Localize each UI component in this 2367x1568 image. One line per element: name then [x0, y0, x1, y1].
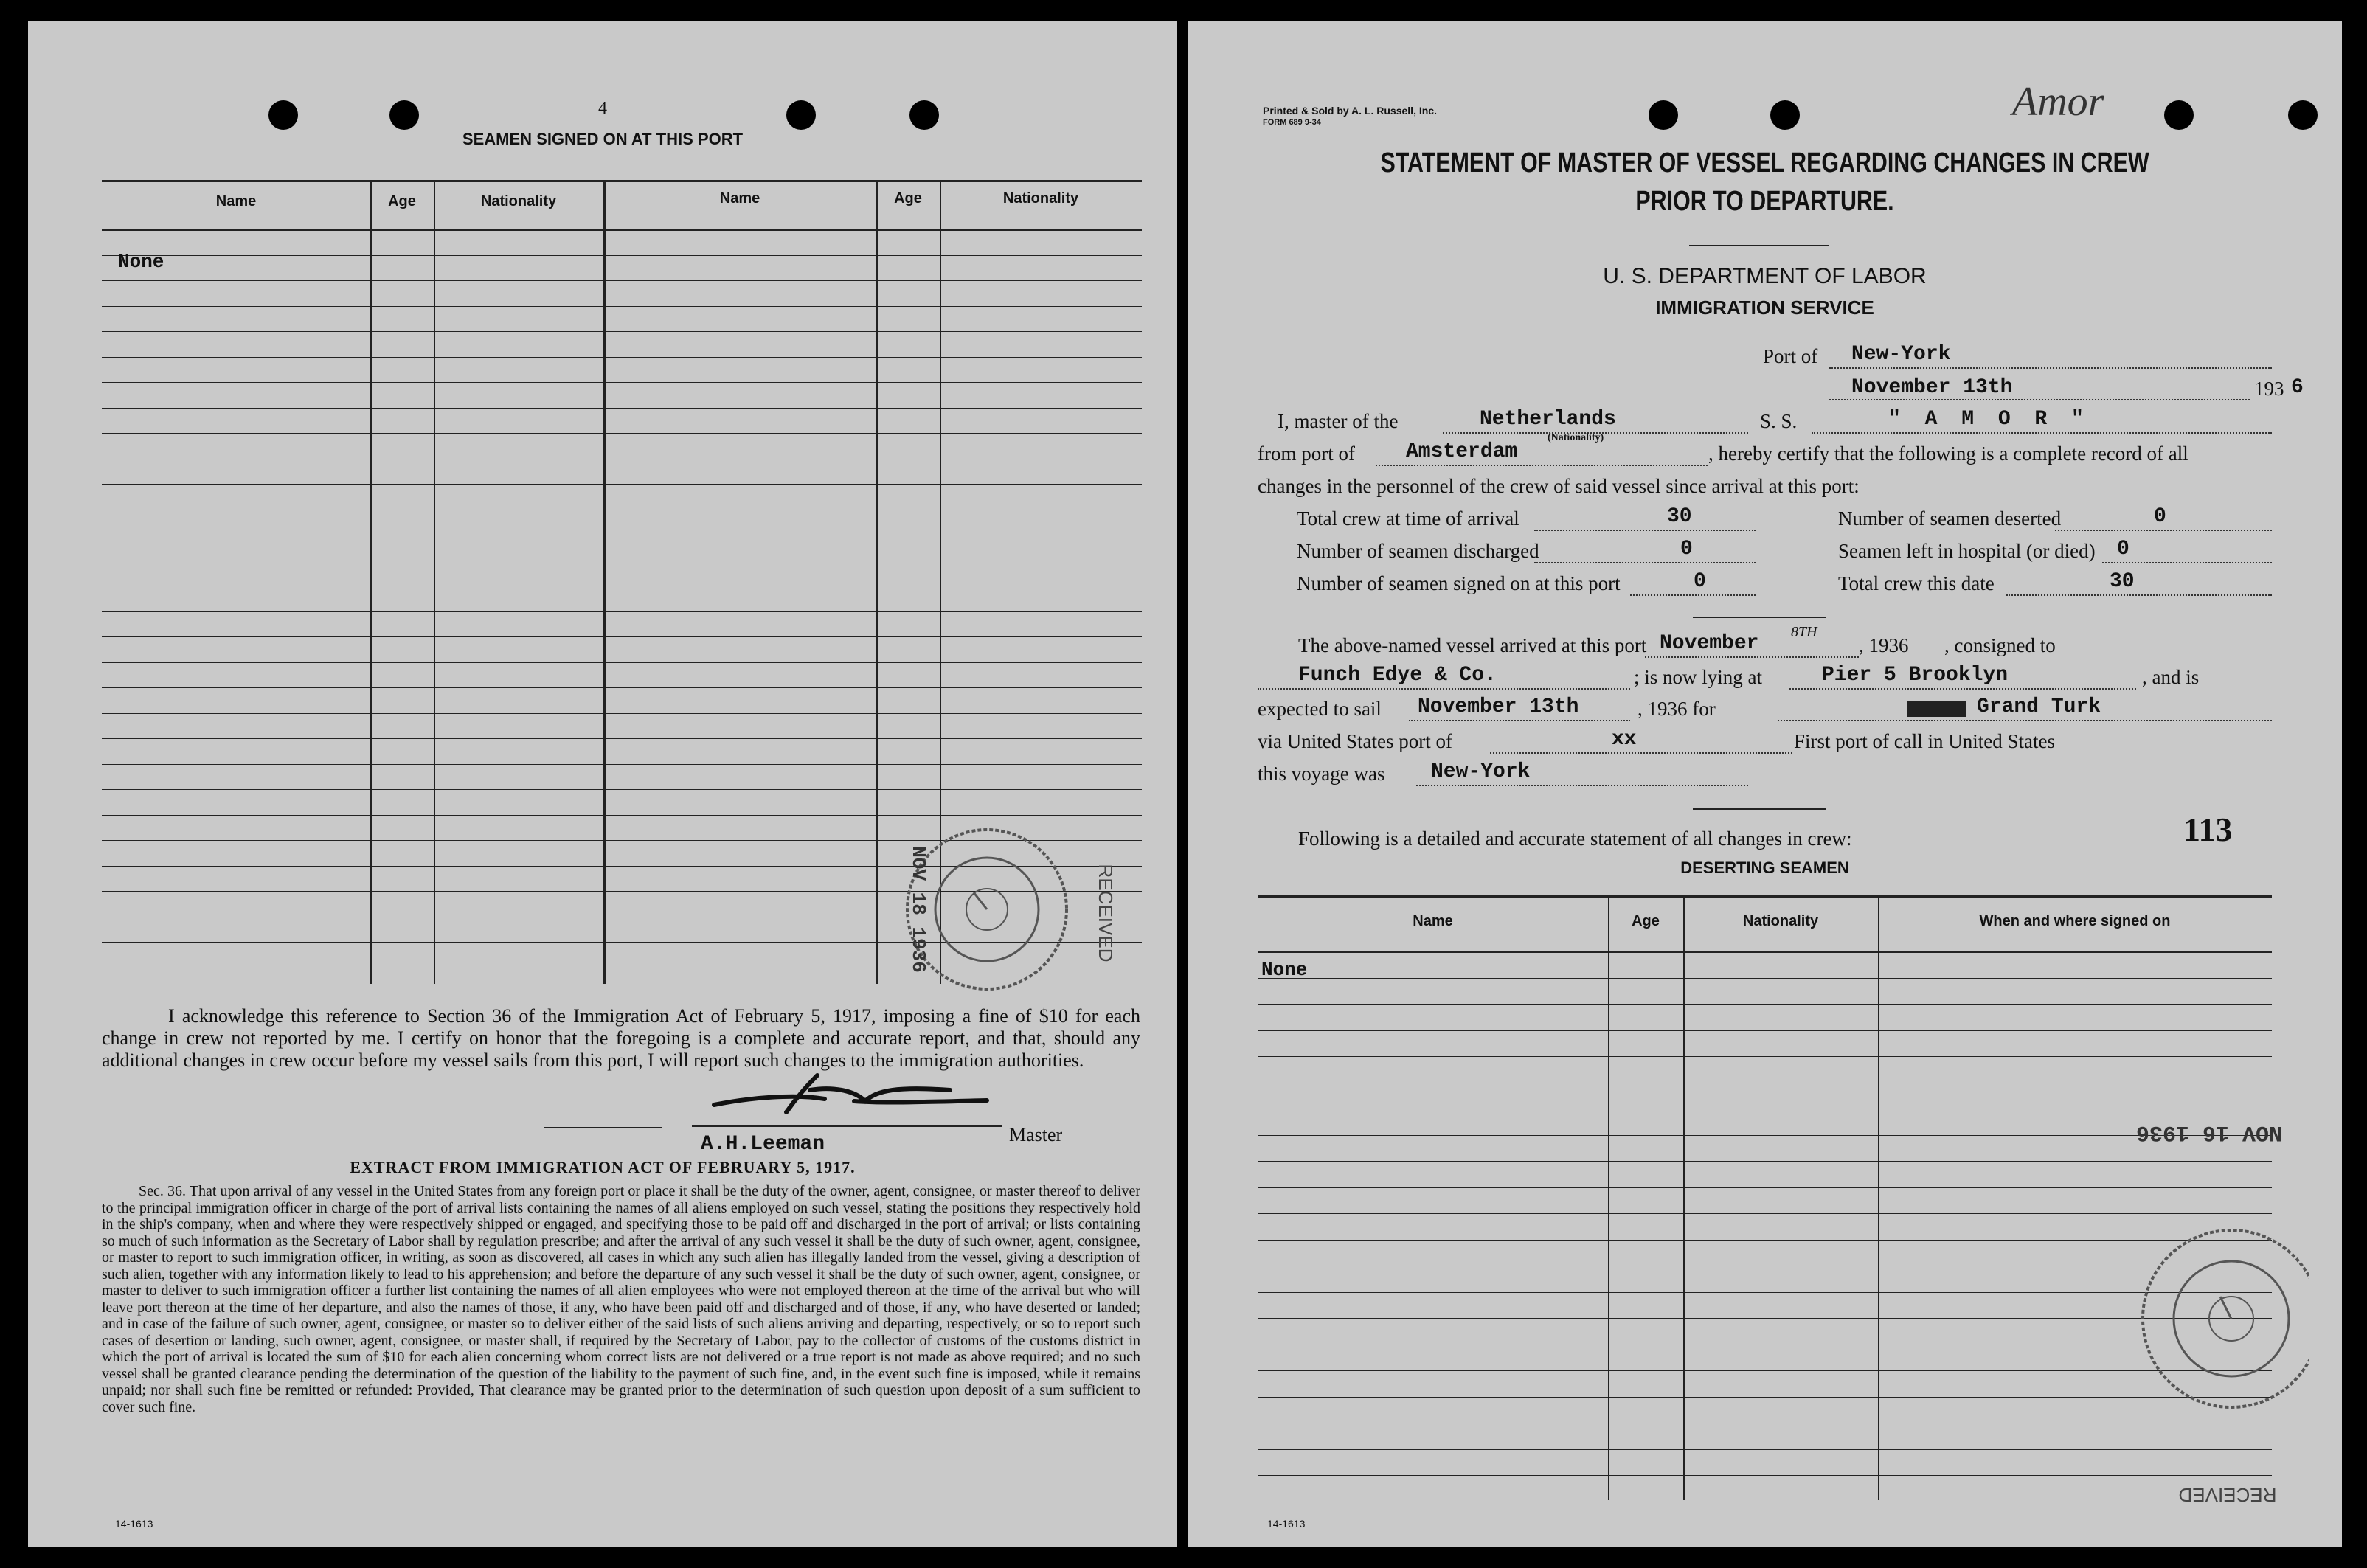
stamp-date: NOV 16 1936 [2135, 1120, 2283, 1145]
table-rule [102, 687, 1142, 688]
extract-title: EXTRACT FROM IMMIGRATION ACT OF FEBRUARY 5, 1917. [350, 1158, 856, 1176]
consigned-label: , consigned to [1944, 634, 2056, 656]
punch-hole [1649, 100, 1678, 130]
port-value: New-York [1851, 343, 1951, 366]
col-name: Name [215, 193, 257, 209]
arrived-day: 8TH [1791, 624, 1817, 640]
changes-text: changes in the personnel of the crew of said vessel since arrival at this port: [1258, 475, 1860, 497]
master-of-label: I, master of the [1278, 410, 1399, 432]
table-rule [102, 255, 1142, 256]
table-rule [1258, 1030, 2272, 1031]
table-rule [102, 357, 1142, 358]
total-arrival-label: Total crew at time of arrival [1297, 507, 1519, 530]
hospital-value: 0 [2117, 538, 2129, 561]
hospital-label: Seamen left in hospital (or died) [1838, 540, 2096, 562]
expected-year: , 1936 for [1638, 698, 1716, 720]
col-nationality: Nationality [1742, 913, 1819, 929]
right-page [1188, 21, 2342, 1547]
service: IMMIGRATION SERVICE [1655, 296, 1874, 319]
left-page [28, 21, 1177, 1547]
table-rule [102, 764, 1142, 765]
col-name-2: Name [719, 190, 760, 207]
arrived-value: November [1660, 632, 1759, 655]
port-label: Port of [1763, 345, 1818, 367]
total-arrival-value: 30 [1667, 505, 1692, 528]
this-voyage-label: this voyage was [1258, 763, 1385, 785]
arrived-year: , 1936 [1859, 634, 1909, 656]
punch-hole [2288, 100, 2318, 130]
table-rule [102, 713, 1142, 714]
received-stamp [884, 810, 1149, 1009]
master-signature [707, 1068, 1016, 1120]
destination-value: Grand Turk [1977, 695, 2101, 718]
acknowledgement-text: I acknowledge this reference to Section 36 of the Immigration Act of February 5, 1917, imposing a fine of $10 for each change in crew not reported by me. I certify on honor that the foregoing is a complete and accurate report, and that, should any additional changes in crew occur before my vessel sails from this port, I will report such changes to the immigration authorities. [102, 1005, 1140, 1071]
stamp-received-text: RECEIVED [2178, 1484, 2277, 1506]
certify-text: , hereby certify that the following is a complete record of all [1708, 443, 2188, 465]
col-age: Age [1632, 913, 1660, 929]
via-value: xx [1612, 728, 1637, 751]
and-is: , and is [2142, 666, 2200, 688]
via-label: via United States port of [1258, 730, 1452, 752]
table-rule [102, 484, 1142, 485]
lying-value: Pier 5 Brooklyn [1822, 664, 2009, 687]
struck-text [1907, 701, 1966, 717]
table-rule [102, 382, 1142, 383]
this-voyage-value: New-York [1431, 760, 1531, 783]
from-port-label: from port of [1258, 443, 1355, 465]
table-row-name: None [118, 251, 164, 273]
deserting-title: DESERTING SEAMEN [1680, 858, 1849, 877]
consignee-value: Funch Edye & Co. [1298, 664, 1497, 687]
section-title: SEAMEN SIGNED ON AT THIS PORT [462, 130, 744, 148]
table-rule [102, 433, 1142, 434]
total-date-value: 30 [2110, 570, 2135, 593]
table-rule [102, 789, 1142, 790]
form-code: 14-1613 [1267, 1518, 1306, 1530]
department: U. S. DEPARTMENT OF LABOR [1603, 264, 1927, 288]
received-stamp [2028, 1075, 2309, 1518]
discharged-label: Number of seamen discharged [1297, 540, 1539, 562]
col-nationality: Nationality [480, 193, 557, 209]
col-age: Age [388, 193, 416, 209]
following-text: Following is a detailed and accurate statement of all changes in crew: [1298, 828, 1852, 850]
col-signed-on: When and where signed on [1979, 913, 2171, 929]
extract-text: Sec. 36. That upon arrival of any vessel in the United States from any foreign port or place it shall be the duty of the owner, agent, consignee, or master thereof to deliver to the principal immigration officer in charge of the port of arrival lists containing the names of all aliens employed on such vessel, stating the positions they respectively hold in the ship's company, when and where they were respectively shipped or engaged, and specifying those to be paid off and discharged in the port of arrival; or lists containing so much of such information as the Secretary of Labor shall by regulation prescribe; and after the arrival of any such vessel it shall be the duty of such owner, agent, consignee, or master to report to such immigration officer, in writing, as soon as discovered, all cases in which any such alien has illegally landed from the vessel, giving a description of such alien, together with any information likely to lead to his apprehension; and before the departure of any such vessel it shall be the duty of such owner, agent, consignee, or master to deliver to such immigration officer a further list containing the names of all alien employees who were not employed thereon at the time of the arrival but who will leave port thereon at the time of her departure, and also the names of those, if any, who have been paid off and discharged and of those, if any, who have deserted or landed; and in case of the failure of such owner, agent, consignee, or master so to deliver either of the said lists of such aliens arriving and departing, respectively, or so to report such cases of desertion or landing, such owner, agent, consignee, or master shall, if required by the Secretary of Labor, pay to the collector of customs of the customs district in which the port of arrival is located the sum of $10 for each alien concerning whom correct lists are not delivered or a true report is not made as above required; and no such vessel shall be granted clearance pending the determination of the question of the liability to the payment of such fine, and, in the event such fine is imposed, while it remains unpaid; nor shall such fine be remitted or refunded: Provided, That clearance may be granted prior to the determination of such question upon deposit of a sum sufficient to cover such fine. [102, 1183, 1140, 1415]
signed-on-value: 0 [1694, 570, 1706, 593]
ss-label: S. S. [1760, 410, 1798, 432]
page-number: 4 [598, 99, 607, 118]
table-rule [102, 662, 1142, 663]
table-rule [1258, 1056, 2272, 1057]
table-rule [1258, 1004, 2272, 1005]
printer-line: Printed & Sold by A. L. Russell, Inc. [1263, 105, 1437, 117]
ship-name: " A M O R " [1888, 408, 2090, 431]
form-number: FORM 689 9-34 [1263, 118, 1321, 127]
col-nationality-2: Nationality [1002, 190, 1079, 207]
nationality-value: Netherlands [1480, 408, 1616, 431]
year-prefix: 193 [2254, 378, 2284, 400]
deserted-label: Number of seamen deserted [1838, 507, 2062, 530]
discharged-value: 0 [1680, 538, 1693, 561]
punch-hole [1770, 100, 1800, 130]
form-title-line2: PRIOR TO DEPARTURE. [1635, 186, 1894, 217]
arrived-label: The above-named vessel arrived at this port [1298, 634, 1647, 656]
form-title-line1: STATEMENT OF MASTER OF VESSEL REGARDING CHANGES IN CREW [1380, 148, 2149, 178]
expected-label: expected to sail [1258, 698, 1382, 720]
table-rule [102, 306, 1142, 307]
master-name: A.H.Leeman [701, 1133, 825, 1156]
year-digit: 6 [2291, 376, 2304, 399]
master-label: Master [1009, 1124, 1063, 1145]
table-rule [102, 611, 1142, 612]
lying-label: ; is now lying at [1634, 666, 1762, 688]
punch-hole [2164, 100, 2194, 130]
table-rule [102, 738, 1142, 739]
stamp-received-text: RECEIVED [1095, 864, 1117, 962]
handwritten-number: 113 [2183, 811, 2233, 848]
date-value: November 13th [1851, 376, 2013, 399]
col-age-2: Age [894, 190, 922, 207]
signed-on-label: Number of seamen signed on at this port [1297, 572, 1621, 594]
table-rule [102, 408, 1142, 409]
table-rule [102, 280, 1142, 281]
table-rule [102, 331, 1142, 332]
table-rule [1258, 978, 2272, 979]
expected-value: November 13th [1418, 695, 1579, 718]
from-port-value: Amsterdam [1406, 440, 1518, 463]
col-name: Name [1413, 913, 1453, 929]
handwritten-note: Amor [2012, 79, 2104, 125]
form-code: 14-1613 [115, 1518, 153, 1530]
total-date-label: Total crew this date [1838, 572, 1995, 594]
table-rule [102, 636, 1142, 637]
first-port-label: First port of call in United States [1794, 730, 2055, 752]
stamp-date: NOV 18 1936 [907, 846, 929, 973]
table-row-name: None [1261, 959, 1308, 981]
deserted-value: 0 [2154, 505, 2166, 528]
nationality-caption: (Nationality) [1548, 432, 1604, 443]
